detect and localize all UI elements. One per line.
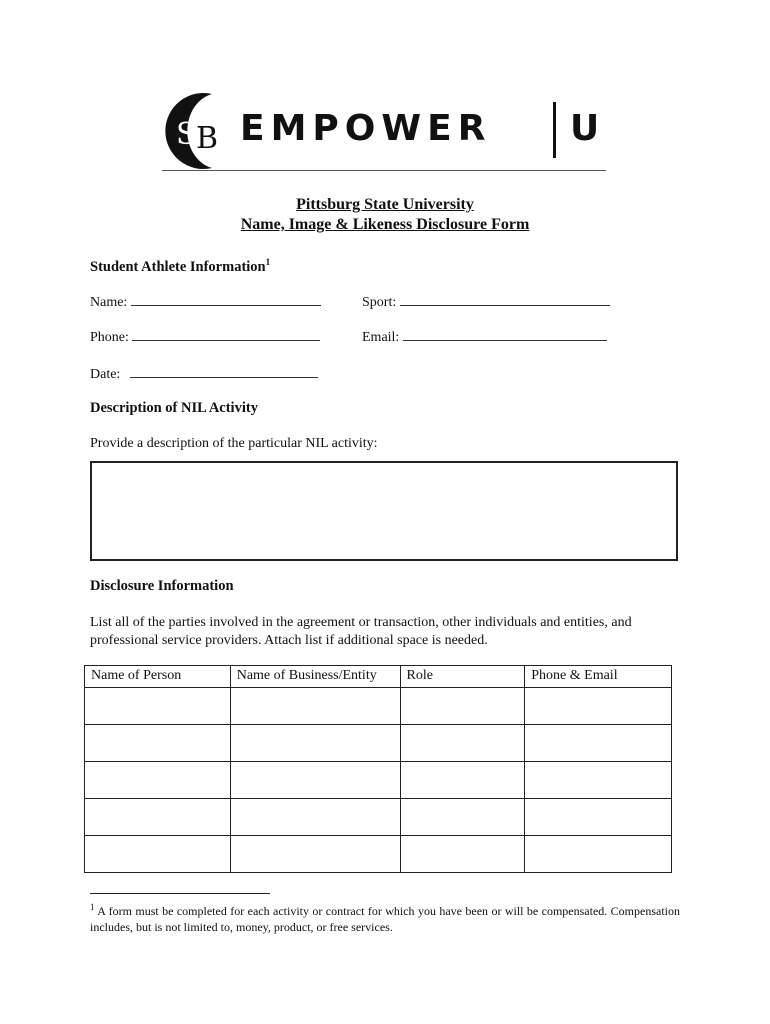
nil-description-box[interactable] — [90, 461, 678, 561]
disclosure-heading: Disclosure Information — [90, 578, 234, 594]
table-cell[interactable] — [525, 725, 672, 762]
table-cell[interactable] — [400, 799, 525, 836]
table-row — [85, 836, 672, 873]
table-cell[interactable] — [525, 836, 672, 873]
email-label: Email: — [362, 330, 400, 345]
name-field[interactable] — [90, 293, 321, 311]
table-cell[interactable] — [85, 688, 231, 725]
table-cell[interactable] — [400, 688, 525, 725]
phone-input-line[interactable] — [132, 328, 320, 341]
monogram-s: S — [176, 117, 197, 152]
col-header-person: Name of Person — [85, 666, 231, 688]
footnote-ref: 1 — [265, 257, 271, 267]
phone-field[interactable] — [90, 328, 320, 346]
col-header-business: Name of Business/Entity — [230, 666, 400, 688]
table-cell[interactable] — [85, 725, 231, 762]
table-cell[interactable] — [85, 836, 231, 873]
table-cell[interactable] — [230, 799, 400, 836]
monogram-b: B — [196, 121, 219, 156]
sport-input-line[interactable] — [400, 293, 610, 306]
phone-label: Phone: — [90, 330, 129, 345]
logo-wordmark: EMPOWER — [240, 108, 492, 149]
email-input-line[interactable] — [403, 328, 607, 341]
date-input-line[interactable] — [130, 365, 318, 378]
table-cell[interactable] — [230, 725, 400, 762]
footnote-rule — [90, 893, 270, 894]
date-field[interactable] — [90, 365, 318, 383]
col-header-phone-email: Phone & Email — [525, 666, 672, 688]
student-info-heading-text: Student Athlete Information — [90, 258, 266, 275]
table-cell[interactable] — [85, 799, 231, 836]
sb-monogram-icon — [162, 88, 238, 174]
footnote-number: 1 — [90, 902, 95, 912]
table-row — [85, 725, 672, 762]
table-cell[interactable] — [230, 762, 400, 799]
disclosure-instructions: List all of the parties involved in the agreement or transaction, other individuals and entities, and professional service providers. Attach list if additional space is needed. — [90, 615, 632, 648]
student-info-heading — [90, 257, 270, 276]
date-label: Date: — [90, 367, 121, 382]
table-cell[interactable] — [230, 836, 400, 873]
footnote-text: A form must be completed for each activity or contract for which you have been or will be compensated. Compensation includes, but is not limited to, money, product, or free services. — [90, 904, 681, 934]
name-input-line[interactable] — [131, 293, 321, 306]
table-header-row — [85, 666, 672, 688]
logo-rule — [162, 170, 606, 171]
footnote — [90, 899, 680, 935]
table-row — [85, 799, 672, 836]
sport-label: Sport: — [362, 295, 397, 310]
table-cell[interactable] — [525, 688, 672, 725]
logo-divider — [553, 102, 556, 158]
table-cell[interactable] — [525, 762, 672, 799]
parties-table — [84, 665, 672, 873]
form-title-university: Pittsburg State University — [296, 196, 474, 213]
sport-field[interactable] — [362, 293, 610, 311]
table-row — [85, 688, 672, 725]
name-label: Name: — [90, 295, 128, 310]
table-cell[interactable] — [85, 762, 231, 799]
table-cell[interactable] — [400, 836, 525, 873]
table-cell[interactable] — [525, 799, 672, 836]
nil-prompt: Provide a description of the particular NIL activity: — [90, 436, 378, 451]
table-cell[interactable] — [230, 688, 400, 725]
form-title: Name, Image & Likeness Disclosure Form — [240, 216, 530, 233]
table-row — [85, 762, 672, 799]
table-cell[interactable] — [400, 762, 525, 799]
email-field[interactable] — [362, 328, 607, 346]
nil-heading: Description of NIL Activity — [90, 400, 258, 416]
table-cell[interactable] — [400, 725, 525, 762]
col-header-role: Role — [400, 666, 525, 688]
logo-wordmark-suffix: U — [570, 108, 600, 149]
